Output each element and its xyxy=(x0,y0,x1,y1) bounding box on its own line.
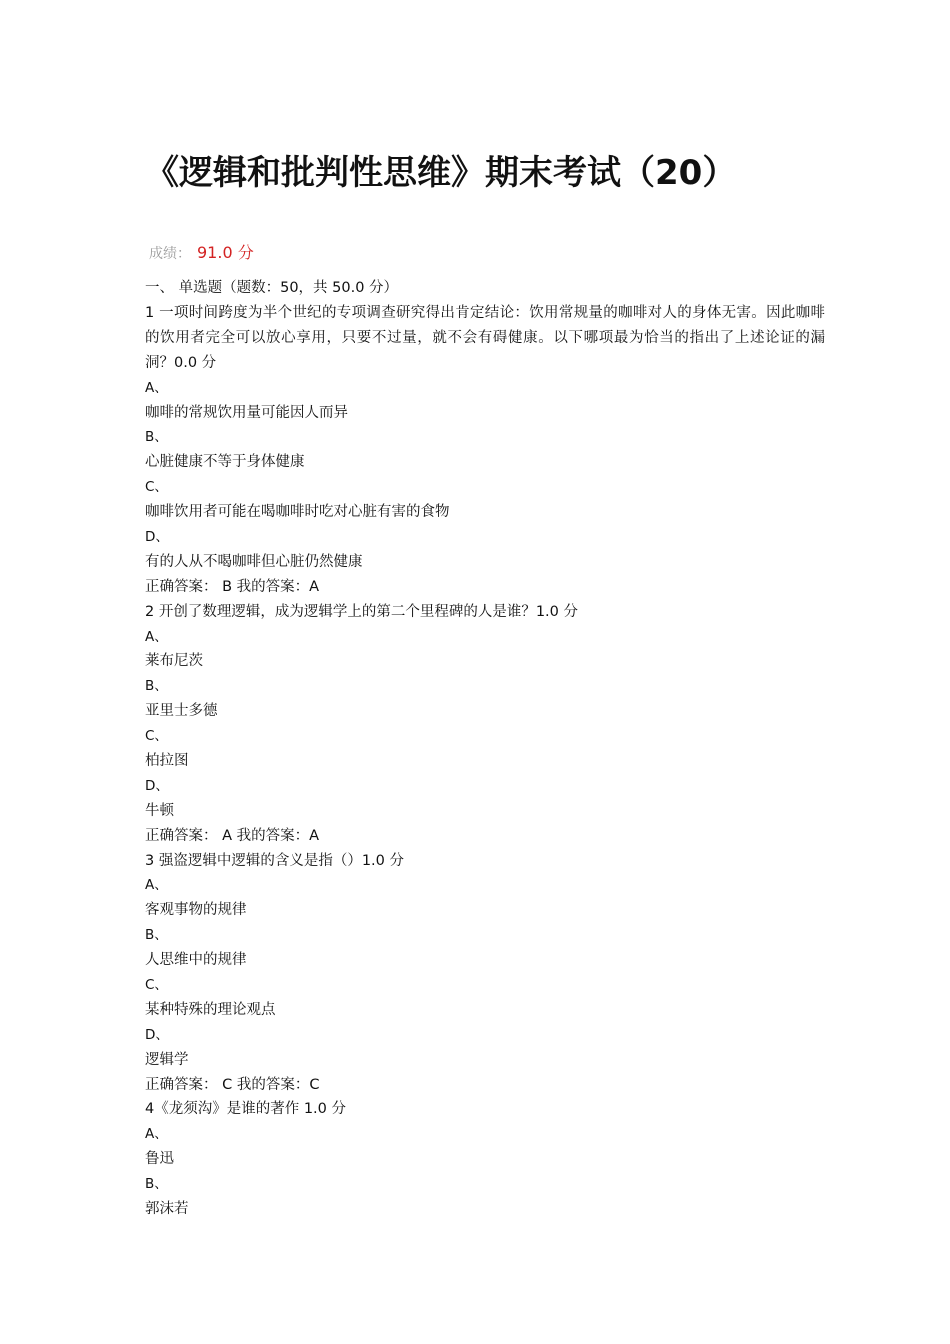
option-text: 有的人从不喝咖啡但心脏仍然健康 xyxy=(145,553,363,570)
option-text: 柏拉图 xyxy=(145,752,189,769)
option-text: 咖啡饮用者可能在喝咖啡时吃对心脏有害的食物 xyxy=(145,504,450,521)
option-letter: D、 xyxy=(145,777,169,794)
document-title: 《逻辑和批判性思维》期末考试（20） xyxy=(145,153,737,193)
question-block xyxy=(145,600,825,849)
option-text: 心脏健康不等于身体健康 xyxy=(145,454,305,471)
option-letter: B、 xyxy=(145,927,168,944)
option-text: 郭沫若 xyxy=(145,1201,189,1217)
score-label: 成绩： xyxy=(149,246,191,262)
option-letter: B、 xyxy=(145,678,168,695)
option-letter: D、 xyxy=(145,1026,169,1043)
option-letter: A、 xyxy=(145,379,168,396)
question-text: 4《龙须沟》是谁的著作 1.0 分 xyxy=(145,1101,347,1118)
score-line xyxy=(149,241,254,266)
answer-line: 正确答案： A 我的答案：A xyxy=(145,827,320,844)
answer-line: 正确答案： B 我的答案：A xyxy=(145,578,320,595)
option-text: 莱布尼茨 xyxy=(145,653,203,670)
answer-line: 正确答案： C 我的答案：C xyxy=(145,1076,320,1093)
question-block xyxy=(145,1097,825,1221)
option-letter: A、 xyxy=(145,1126,168,1143)
option-text: 鲁迅 xyxy=(145,1151,174,1168)
option-text: 亚里士多德 xyxy=(145,703,218,720)
option-letter: A、 xyxy=(145,877,168,894)
option-letter: B、 xyxy=(145,429,168,446)
option-letter: C、 xyxy=(145,728,168,745)
question-text: 1 一项时间跨度为半个世纪的专项调查研究得出肯定结论：饮用常规量的咖啡对人的身体无害。因此咖啡的饮用者完全可以放心享用，只要不过量，就不会有碍健康。以下哪项最为恰当的指出了上述论证的漏洞？0.0 分 xyxy=(145,304,825,371)
question-block xyxy=(145,301,825,600)
question-text: 3 强盗逻辑中逻辑的含义是指（）1.0 分 xyxy=(145,852,405,869)
option-text: 客观事物的规律 xyxy=(145,902,247,919)
option-text: 逻辑学 xyxy=(145,1051,189,1068)
section-heading: 一、 单选题（题数：50，共 50.0 分） xyxy=(145,280,399,296)
question-text: 2 开创了数理逻辑，成为逻辑学上的第二个里程碑的人是谁？1.0 分 xyxy=(145,603,579,620)
option-letter: A、 xyxy=(145,628,168,645)
option-text: 牛顿 xyxy=(145,802,174,819)
option-letter: C、 xyxy=(145,479,168,496)
option-text: 咖啡的常规饮用量可能因人而异 xyxy=(145,404,348,421)
score-value: 91.0 分 xyxy=(197,243,254,262)
option-text: 某种特殊的理论观点 xyxy=(145,1001,276,1018)
option-letter: B、 xyxy=(145,1176,168,1193)
exam-content xyxy=(145,276,825,1222)
option-letter: D、 xyxy=(145,528,169,545)
option-letter: C、 xyxy=(145,976,168,993)
option-text: 人思维中的规律 xyxy=(145,952,247,969)
question-block xyxy=(145,849,825,1098)
